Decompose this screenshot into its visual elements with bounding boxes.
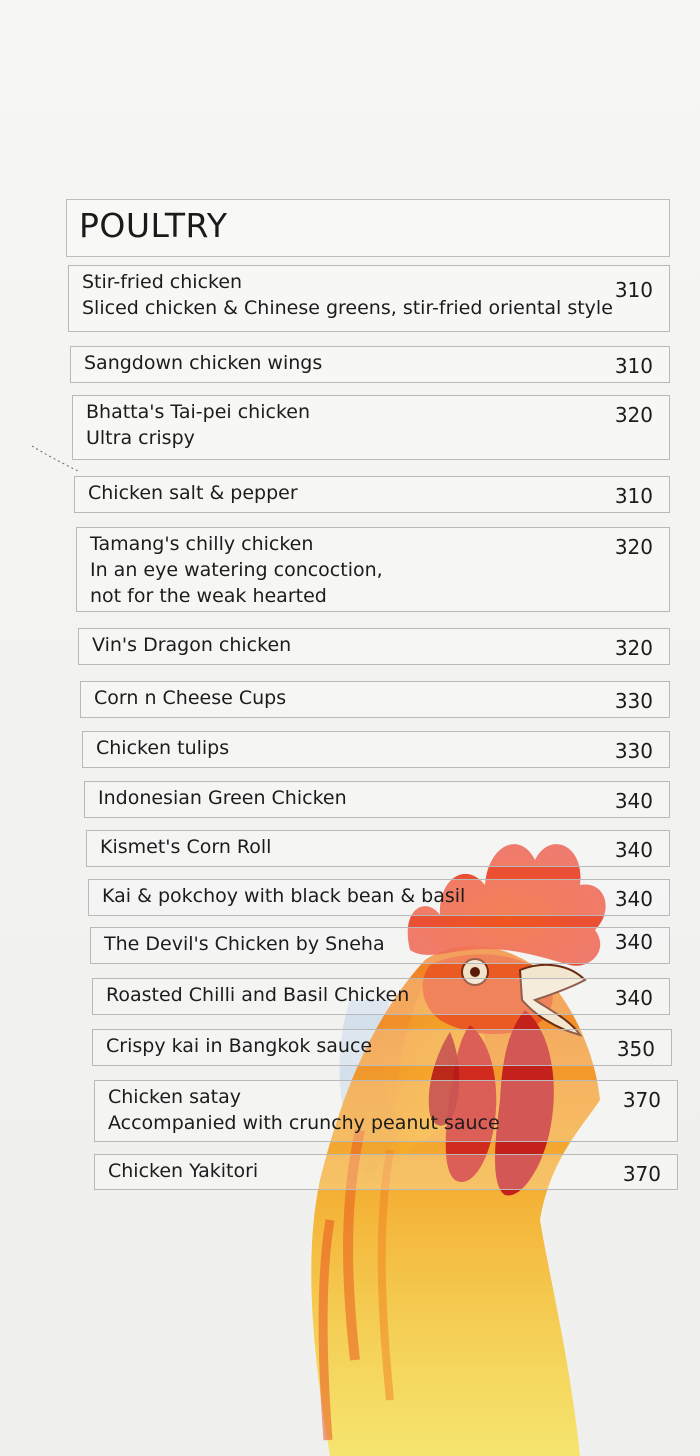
- item-name: Vin's Dragon chicken: [92, 634, 292, 656]
- item-price: 340: [614, 930, 653, 954]
- item-price: 340: [614, 838, 653, 862]
- menu-item: [68, 265, 670, 332]
- item-price: 310: [614, 484, 653, 508]
- item-name: Tamang's chilly chicken: [90, 533, 314, 555]
- menu-item: [76, 527, 670, 612]
- item-description: not for the weak hearted: [90, 585, 327, 607]
- item-price: 330: [614, 689, 653, 713]
- item-name: Sangdown chicken wings: [84, 352, 323, 374]
- item-price: 340: [614, 887, 653, 911]
- item-description: In an eye watering concoction,: [90, 559, 383, 581]
- item-name: Kismet's Corn Roll: [100, 836, 272, 858]
- menu-item: [74, 476, 670, 513]
- item-name: Chicken tulips: [96, 737, 230, 759]
- item-name: Chicken satay: [108, 1086, 242, 1108]
- item-price: 320: [614, 535, 653, 559]
- menu-item: [94, 1080, 678, 1142]
- item-price: 350: [616, 1037, 655, 1061]
- item-name: Chicken Yakitori: [108, 1160, 259, 1182]
- item-name: Corn n Cheese Cups: [94, 687, 287, 709]
- section-title: POULTRY: [79, 206, 228, 245]
- item-name: The Devil's Chicken by Sneha: [104, 933, 385, 955]
- item-price: 320: [614, 403, 653, 427]
- item-description: Sliced chicken & Chinese greens, stir-fried oriental style: [82, 297, 613, 319]
- item-price: 310: [614, 278, 653, 302]
- menu-item: [70, 346, 670, 383]
- section-title-box: [66, 199, 670, 257]
- item-name: Crispy kai in Bangkok sauce: [106, 1035, 373, 1057]
- item-price: 330: [614, 739, 653, 763]
- item-price: 310: [614, 354, 653, 378]
- item-description: Ultra crispy: [86, 427, 195, 449]
- item-name: Bhatta's Tai-pei chicken: [86, 401, 311, 423]
- menu-item: [92, 978, 670, 1015]
- item-name: Stir-fried chicken: [82, 271, 243, 293]
- pen-mark: [30, 440, 90, 480]
- item-name: Chicken salt & pepper: [88, 482, 298, 504]
- menu-item: [90, 927, 670, 964]
- menu-item: [94, 1154, 678, 1190]
- menu-item: [78, 628, 670, 665]
- menu-item: [72, 395, 670, 460]
- item-description: Accompanied with crunchy peanut sauce: [108, 1112, 500, 1134]
- item-price: 340: [614, 986, 653, 1010]
- menu-item: [88, 879, 670, 916]
- item-price: 320: [614, 636, 653, 660]
- menu-item: [92, 1029, 672, 1066]
- menu-item: [84, 781, 670, 818]
- item-price: 370: [622, 1162, 661, 1186]
- item-name: Roasted Chilli and Basil Chicken: [106, 984, 410, 1006]
- menu-item: [80, 681, 670, 718]
- item-price: 370: [622, 1088, 661, 1112]
- menu-item: [86, 830, 670, 867]
- menu-item: [82, 731, 670, 768]
- item-name: Kai & pokchoy with black bean & basil: [102, 885, 466, 907]
- item-price: 340: [614, 789, 653, 813]
- item-name: Indonesian Green Chicken: [98, 787, 347, 809]
